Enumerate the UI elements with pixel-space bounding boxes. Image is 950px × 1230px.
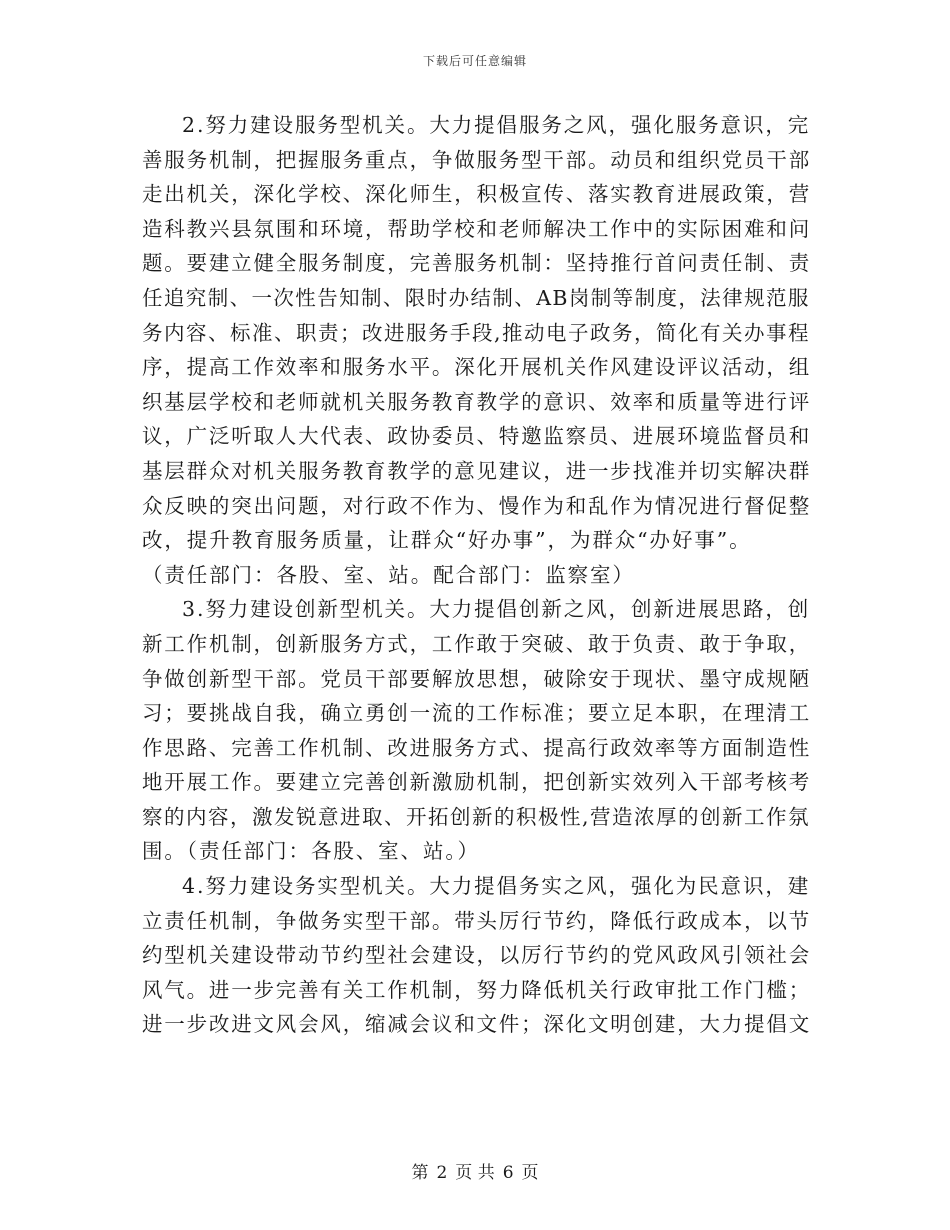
text-line: 争做创新型干部。党员干部要解放思想，破除安于现状、墨守成规陋 — [142, 666, 811, 691]
text-line: 习；要挑战自我，确立勇创一流的工作标准；要立足本职，在理清工 — [142, 701, 811, 726]
page-header-note: 下载后可任意编辑 — [422, 54, 527, 68]
text-line: 众反映的突出问题，对行政不作为、慢作为和乱作为情况进行督促整 — [142, 493, 811, 518]
text-line: 新工作机制，创新服务方式，工作敢于突破、敢于负责、敢于争取， — [142, 631, 811, 656]
text-line: 基层群众对机关服务教育教学的意见建议，进一步找准并切实解决群 — [142, 458, 811, 483]
text-line: 题。要建立健全服务制度，完善服务机制：坚持推行首问责任制、责 — [142, 251, 811, 276]
current-page-number: 2 — [436, 1163, 448, 1183]
paragraph-pragmatic-organ — [142, 869, 812, 1042]
text-line: 2.努力建设服务型机关。大力提倡服务之风，强化服务意识，完 — [182, 113, 811, 137]
text-line: 约型机关建设带动节约型社会建设，以厉行节约的党风政风引领社会 — [142, 943, 811, 968]
text-line: 风气。进一步完善有关工作机制，努力降低机关行政审批工作门槛； — [142, 977, 811, 1002]
text-line: 务内容、标准、职责；改进服务手段,推动电子政务，简化有关办事程 — [142, 320, 811, 345]
text-line: 造科教兴县氛围和环境，帮助学校和老师解决工作中的实际困难和问 — [142, 216, 811, 241]
text-line: （责任部门：各股、室、站。配合部门：监察室） — [142, 562, 635, 587]
text-line: 地开展工作。要建立完善创新激励机制，把创新实效列入干部考核考 — [142, 770, 811, 795]
text-line: 改，提升教育服务质量，让群众“好办事”，为群众“办好事”。 — [142, 528, 752, 553]
footer-prefix: 第 — [411, 1163, 429, 1183]
document-body — [142, 108, 812, 1042]
text-line: 善服务机制，把握服务重点，争做服务型干部。动员和组织党员干部 — [142, 147, 811, 172]
text-line: 任追究制、一次性告知制、限时办结制、AB岗制等制度，法律规范服 — [142, 285, 810, 310]
text-line: 序，提高工作效率和服务水平。深化开展机关作风建设评议活动，组 — [142, 355, 811, 380]
text-line: 进一步改进文风会风，缩减会议和文件；深化文明创建，大力提倡文 — [142, 1012, 811, 1037]
text-line: 立责任机制，争做务实型干部。带头厉行节约，降低行政成本，以节 — [142, 908, 811, 933]
text-line: 作思路、完善工作机制、改进服务方式、提高行政效率等方面制造性 — [142, 735, 811, 760]
paragraph-innovative-organ — [142, 592, 812, 869]
paragraph-service-organ — [142, 108, 812, 592]
text-line: 走出机关，深化学校、深化师生，积极宣传、落实教育进展政策，营 — [142, 182, 811, 207]
text-line: 围。（责任部门：各股、室、站。） — [142, 839, 480, 864]
text-line: 织基层学校和老师就机关服务教育教学的意识、效率和质量等进行评 — [142, 389, 811, 414]
text-line: 议，广泛听取人大代表、政协委员、特邀监察员、进展环境监督员和 — [142, 424, 811, 449]
footer-suffix: 页 — [521, 1163, 539, 1183]
text-line: 察的内容，激发锐意进取、开拓创新的积极性,营造浓厚的创新工作氛 — [142, 804, 811, 829]
page-number-footer — [0, 1158, 950, 1183]
text-line: 4.努力建设务实型机关。大力提倡务实之风，强化为民意识，建 — [182, 874, 811, 899]
text-line: 3.努力建设创新型机关。大力提倡创新之风，创新进展思路，创 — [182, 597, 811, 622]
total-pages-number: 6 — [502, 1163, 514, 1183]
footer-middle: 页 共 — [455, 1163, 495, 1183]
